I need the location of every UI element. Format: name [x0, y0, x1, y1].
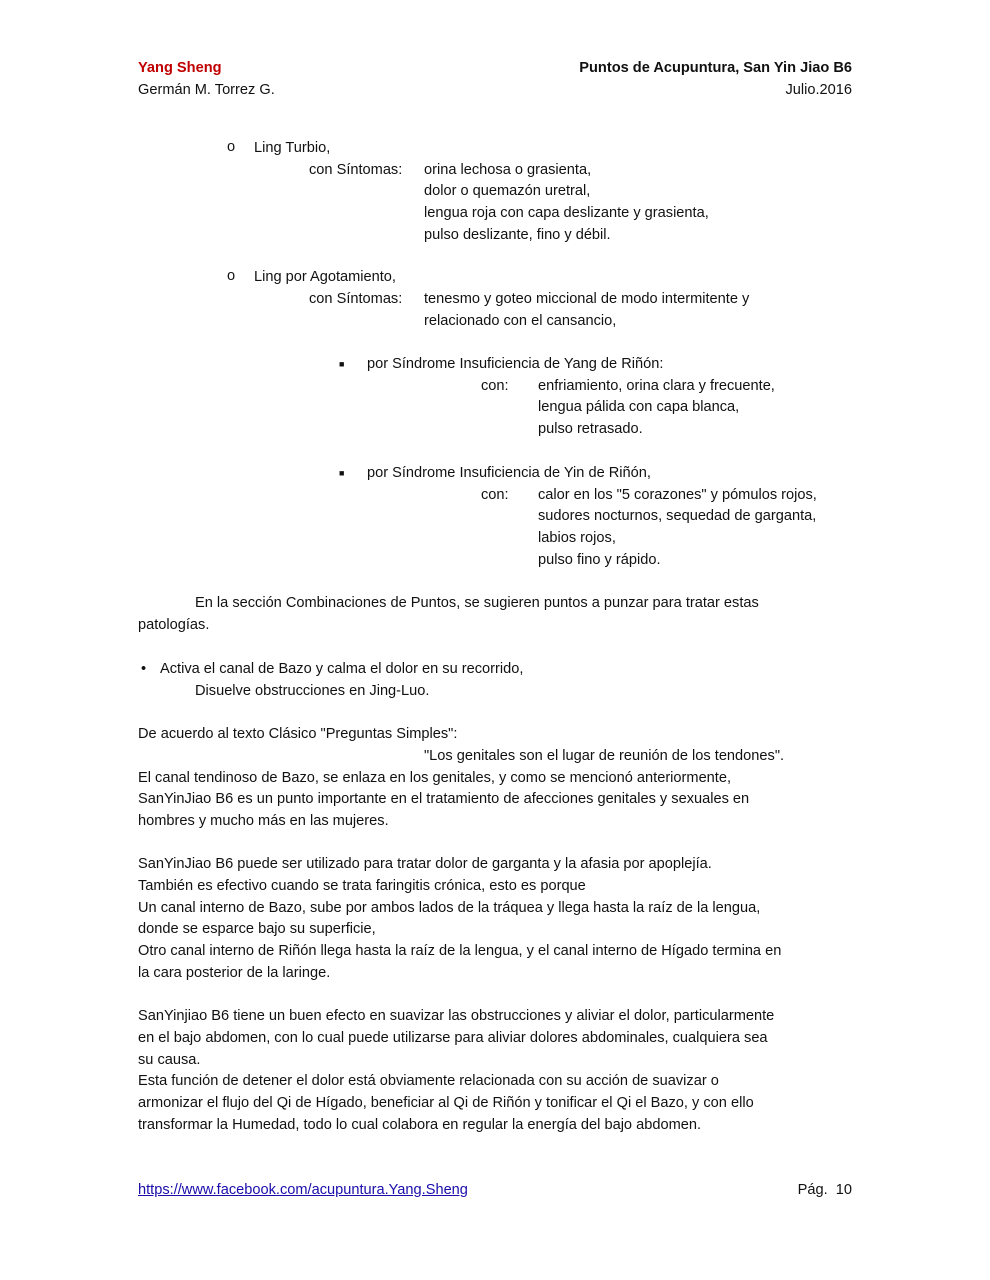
symptom-line: orina lechosa o grasienta,	[424, 162, 592, 178]
symptoms-label: con Síntomas:	[309, 162, 403, 178]
symptom-line: dolor o quemazón uretral,	[424, 183, 591, 199]
symptom-line: pulso retrasado.	[538, 421, 643, 437]
paragraph-line: armonizar el flujo del Qi de Hígado, beneficiar al Qi de Riñón y tonificar el Qi el Bazo, y con ello	[138, 1095, 754, 1111]
paragraph-line: SanYinJiao B6 es un punto importante en el tratamiento de afecciones genitales y sexuales en	[138, 791, 750, 807]
symptom-line: lengua roja con capa deslizante y grasienta,	[424, 205, 709, 221]
paragraph-line: donde se esparce bajo su superficie,	[138, 921, 376, 937]
symptom-line: pulso deslizante, fino y débil.	[424, 227, 611, 243]
symptom-line: labios rojos,	[538, 530, 616, 546]
header-author: Germán M. Torrez G.	[138, 82, 275, 98]
symptom-line: pulso fino y rápido.	[538, 552, 661, 568]
paragraph-line: hombres y mucho más en las mujeres.	[138, 813, 389, 829]
footer-facebook-link[interactable]: https://www.facebook.com/acupuntura.Yang.Sheng	[138, 1182, 468, 1198]
paragraph-line: en el bajo abdomen, con lo cual puede utilizarse para aliviar dolores abdominales, cualquiera sea	[138, 1030, 768, 1046]
bullet-dot: •	[141, 661, 147, 677]
header-right-title: Puntos de Acupuntura, San Yin Jiao B6	[579, 60, 852, 76]
con-label: con:	[481, 487, 509, 503]
header-left-title: Yang Sheng	[138, 60, 222, 76]
symptom-line: enfriamiento, orina clara y frecuente,	[538, 378, 775, 394]
paragraph-line: su causa.	[138, 1052, 201, 1068]
square-bullet: ■	[339, 468, 345, 478]
page-number: Pág. 10	[797, 1182, 852, 1198]
bullet-text: Activa el canal de Bazo y calma el dolor en su recorrido,	[160, 661, 524, 677]
symptom-line: lengua pálida con capa blanca,	[538, 399, 740, 415]
paragraph-line: También es efectivo cuando se trata faringitis crónica, esto es porque	[138, 878, 586, 894]
paragraph-line: Esta función de detener el dolor está obviamente relacionada con su acción de suavizar o	[138, 1073, 719, 1089]
symptom-line: sudores nocturnos, sequedad de garganta,	[538, 508, 817, 524]
symptoms-label: con Síntomas:	[309, 291, 403, 307]
con-label: con:	[481, 378, 509, 394]
header-date: Julio.2016	[785, 82, 852, 98]
ling-agotamiento-title: Ling por Agotamiento,	[254, 269, 396, 285]
yin-rinon-title: por Síndrome Insuficiencia de Yin de Riñón,	[367, 465, 651, 481]
quote-line: "Los genitales son el lugar de reunión de los tendones".	[424, 748, 785, 764]
symptom-line: tenesmo y goteo miccional de modo intermitente y	[424, 291, 750, 307]
paragraph-line: El canal tendinoso de Bazo, se enlaza en los genitales, y como se mencionó anteriormente,	[138, 770, 732, 786]
paragraph-line: patologías.	[138, 617, 210, 633]
paragraph-line: Un canal interno de Bazo, sube por ambos lados de la tráquea y llega hasta la raíz de la lengua,	[138, 900, 761, 916]
paragraph-line: SanYinjiao B6 tiene un buen efecto en suavizar las obstrucciones y aliviar el dolor, particularmente	[138, 1008, 775, 1024]
paragraph-line: transformar la Humedad, todo lo cual colabora en regular la energía del bajo abdomen.	[138, 1117, 702, 1133]
square-bullet: ■	[339, 359, 345, 369]
symptom-line: calor en los "5 corazones" y pómulos rojos,	[538, 487, 817, 503]
ling-turbio-title: Ling Turbio,	[254, 140, 331, 156]
paragraph-line: SanYinJiao B6 puede ser utilizado para tratar dolor de garganta y la afasia por apoplejía.	[138, 856, 712, 872]
paragraph-line: Otro canal interno de Riñón llega hasta la raíz de la lengua, y el canal interno de Hígado termina en	[138, 943, 782, 959]
list-bullet: o	[227, 268, 236, 284]
symptom-line: relacionado con el cansancio,	[424, 313, 617, 329]
yang-rinon-title: por Síndrome Insuficiencia de Yang de Riñón:	[367, 356, 664, 372]
paragraph-line: la cara posterior de la laringe.	[138, 965, 331, 981]
bullet-text-sub: Disuelve obstrucciones en Jing-Luo.	[195, 683, 430, 699]
list-bullet: o	[227, 139, 236, 155]
paragraph-line: De acuerdo al texto Clásico "Preguntas Simples":	[138, 726, 458, 742]
paragraph-line: En la sección Combinaciones de Puntos, se sugieren puntos a punzar para tratar estas	[195, 595, 759, 611]
